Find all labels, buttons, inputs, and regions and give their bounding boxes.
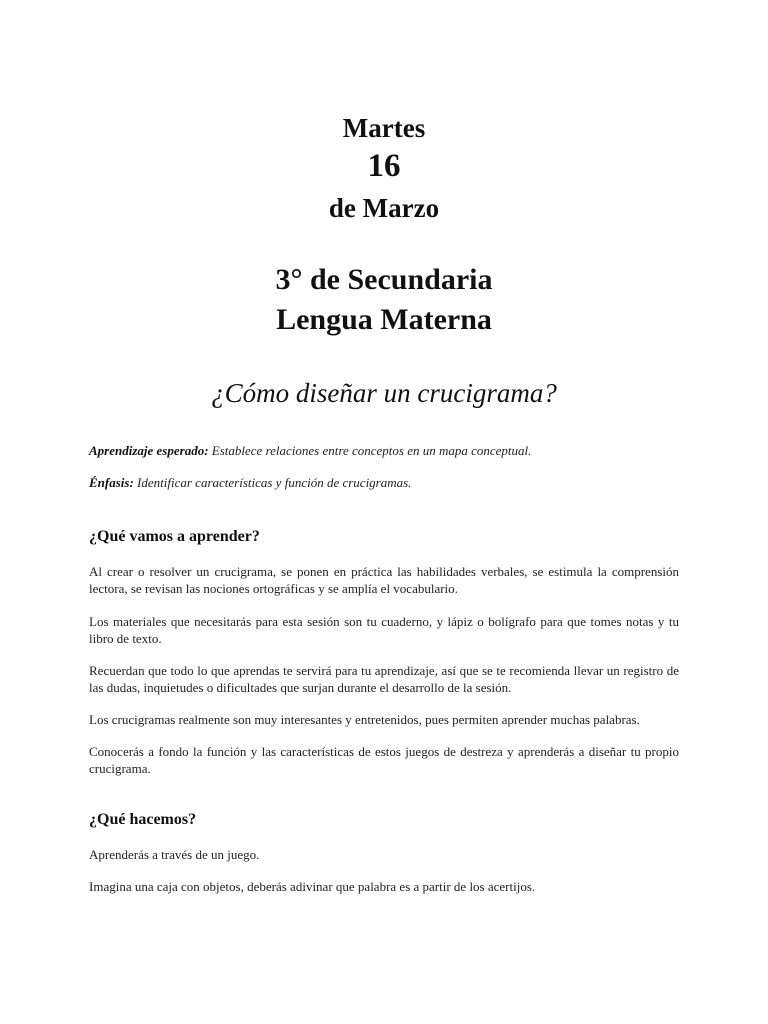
subject-label: Lengua Materna (276, 303, 492, 336)
section-heading-aprender: ¿Qué vamos a aprender? (89, 528, 260, 545)
paragraph: Los crucigramas realmente son muy interesantes y entretenidos, pues permiten aprender muchas palabras. (89, 712, 640, 727)
section-heading-hacemos: ¿Qué hacemos? (89, 811, 197, 828)
day-of-week: Martes (342, 113, 426, 143)
paragraph: Al crear o resolver un crucigrama, se ponen en práctica las habilidades verbales, se estimula la comprensión lectora, se revisan las nociones ortográficas y se amplía el vocabulario. (89, 564, 679, 596)
paragraph: Imagina una caja con objetos, deberás adivinar que palabra es a partir de los acertijos. (89, 879, 536, 894)
expected-learning-label: Aprendizaje esperado: (89, 443, 209, 458)
expected-learning (89, 443, 679, 459)
month-label: de Marzo (328, 193, 440, 223)
emphasis-text: Identificar características y función de crucigramas. (133, 475, 412, 490)
paragraph: Aprenderás a través de un juego. (89, 847, 260, 862)
paragraph: Recuerdan que todo lo que aprendas te servirá para tu aprendizaje, así que se te recomienda llevar un registro de las dudas, inquietudes o dificultades que surjan durante el desarrollo de la sesión. (89, 663, 679, 695)
paragraph: Conocerás a fondo la función y las características de estos juegos de destreza y aprenderás a diseñar tu propio crucigrama. (89, 744, 679, 776)
grade-label: 3° de Secundaria (275, 263, 493, 296)
paragraph: Los materiales que necesitarás para esta sesión son tu cuaderno, y lápiz o bolígrafo para que tomes notas y tu libro de texto. (89, 614, 679, 646)
emphasis (89, 475, 679, 491)
date-number: 16 (367, 148, 401, 184)
expected-learning-text: Establece relaciones entre conceptos en un mapa conceptual. (208, 443, 532, 458)
lesson-title: ¿Cómo diseñar un crucigrama? (211, 378, 557, 408)
emphasis-label: Énfasis: (89, 475, 134, 490)
